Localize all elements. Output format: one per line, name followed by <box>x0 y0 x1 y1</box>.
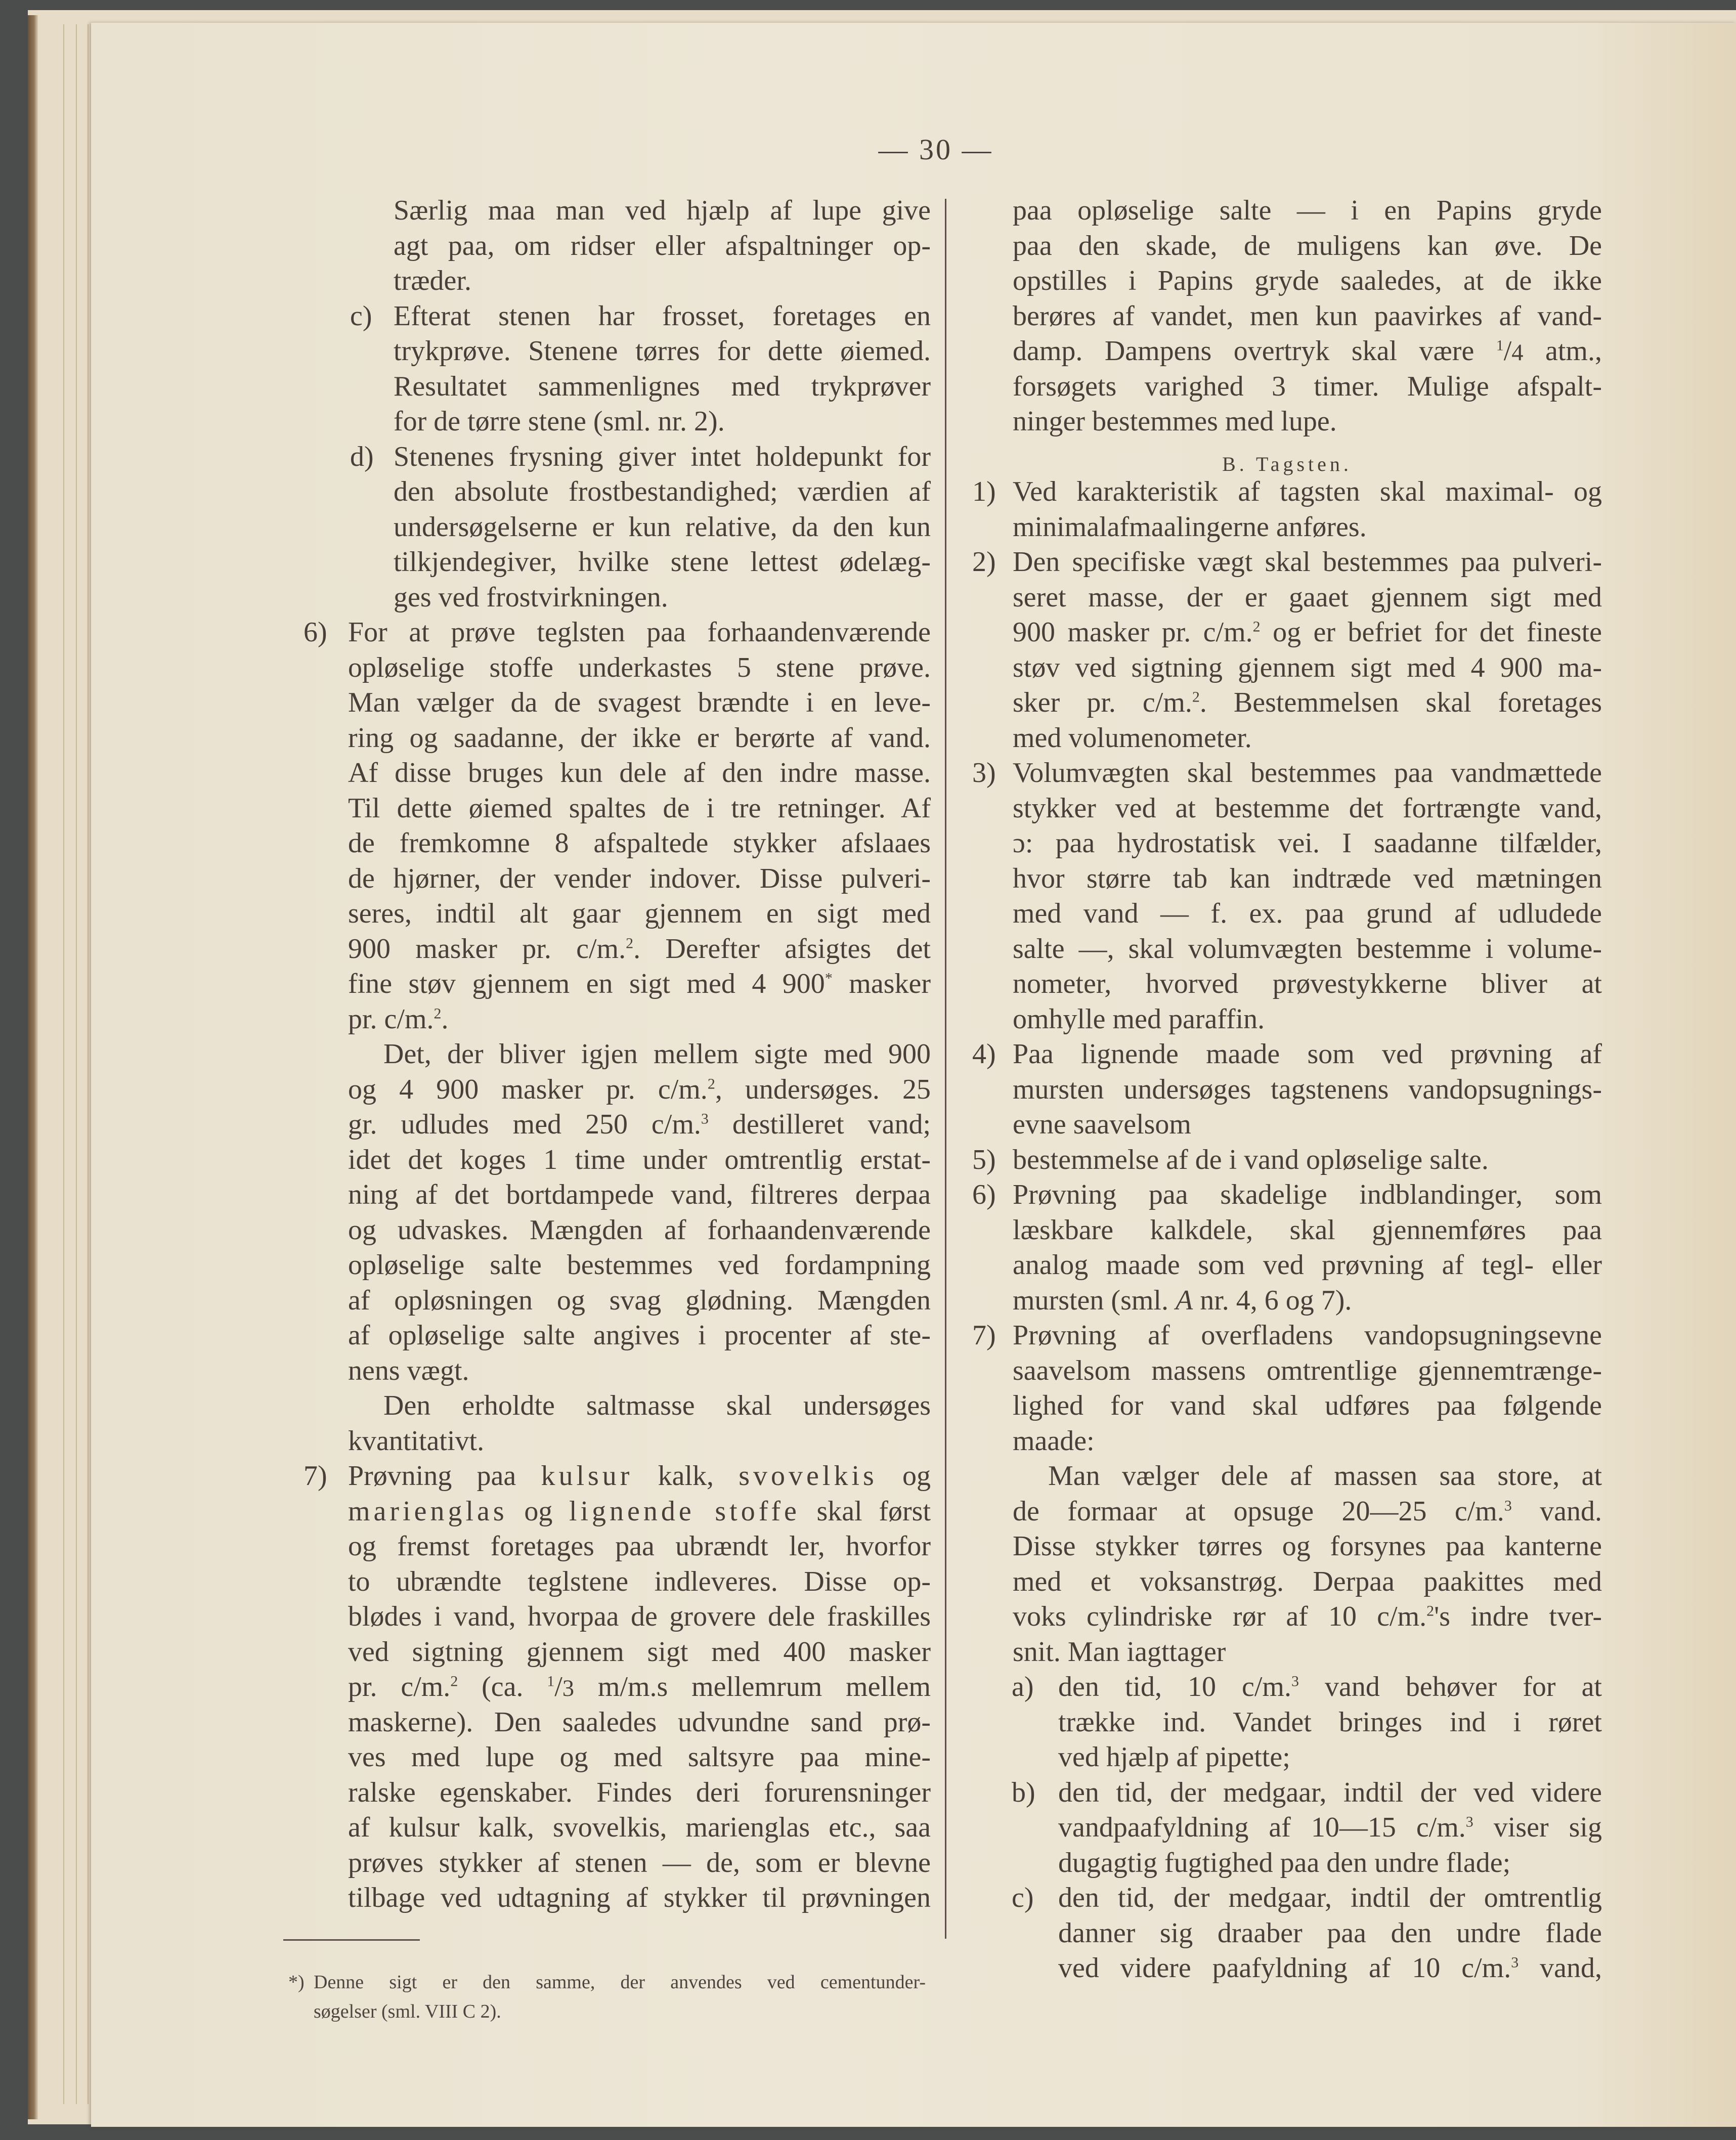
text-line <box>972 545 1602 580</box>
line-text: for de tørre stene (sml. nr. 2). <box>394 406 725 437</box>
list-marker: 4) <box>972 1038 996 1070</box>
text-line <box>303 1740 931 1775</box>
text-line <box>303 229 931 264</box>
text-line <box>303 440 931 475</box>
line-text: af opløselige salte angives i procenter af ste- <box>348 1320 931 1351</box>
text-line <box>303 1881 931 1916</box>
text-line <box>303 1810 931 1846</box>
text-line <box>303 1072 931 1108</box>
line-text: Paa lignende maade som ved prøvning af <box>1013 1038 1602 1070</box>
line-text: ninger bestemmes med lupe. <box>1013 406 1337 437</box>
line-text: analog maade som ved prøvning af tegl- eller <box>1013 1249 1602 1281</box>
line-text: 900 masker pr. c/m.$^2$. Derefter afsigtes det <box>348 933 931 965</box>
text-line <box>303 510 931 545</box>
list-marker: 2) <box>972 546 996 578</box>
text-line <box>303 967 931 1002</box>
text-line <box>303 1388 931 1424</box>
line-text: ved videre paafyldning af 10 c/m.$^3$ vand, <box>1058 1952 1602 1984</box>
text-line <box>972 404 1602 440</box>
text-line <box>972 826 1602 861</box>
line-text: med volumenometer. <box>1013 722 1252 754</box>
line-text: Af disse bruges kun dele af den indre masse. <box>348 757 931 789</box>
text-line <box>303 791 931 826</box>
text-line <box>303 1494 931 1530</box>
text-line <box>303 334 931 369</box>
text-line <box>303 756 931 791</box>
text-line <box>303 1177 931 1213</box>
line-text: den absolute frostbestandighed; værdien af <box>394 476 931 507</box>
footnote-separator <box>283 1939 420 1941</box>
line-text: 900 masker pr. c/m.$^2$ og er befriet for det fineste <box>1013 617 1602 648</box>
line-text: de formaar at opsuge 20—25 c/m.$^3$ vand. <box>1013 1495 1602 1527</box>
line-text: paa den skade, de muligens kan øve. De <box>1013 230 1602 261</box>
line-text: Til dette øiemed spaltes de i tre retninger. Af <box>348 792 931 824</box>
text-line <box>972 1424 1602 1459</box>
line-text: Prøvning af overfladens vandopsugningsevne <box>1013 1320 1602 1351</box>
list-marker: b) <box>1012 1776 1035 1808</box>
text-line <box>972 1283 1602 1319</box>
text-line <box>972 1318 1602 1353</box>
line-text: nometer, hvorved prøvestykkerne bliver at <box>1013 968 1602 999</box>
line-text: nens vægt. <box>348 1355 469 1386</box>
list-marker: 6) <box>303 617 327 648</box>
line-text: lighed for vand skal udføres paa følgende <box>1013 1390 1602 1421</box>
text-line <box>972 1107 1602 1143</box>
line-text: ɔ: paa hydrostatisk vei. I saadanne tilfælder, <box>1013 827 1602 859</box>
line-text: damp. Dampens overtryk skal være $^1$/4 atm., <box>1013 335 1602 367</box>
line-text: den tid, der medgaar, indtil der ved videre <box>1058 1776 1602 1808</box>
line-text: træder. <box>394 265 471 296</box>
text-line <box>303 1846 931 1881</box>
text-line <box>303 1459 931 1494</box>
text-line <box>303 545 931 580</box>
line-text: Den erholdte saltmasse skal undersøges <box>383 1390 931 1421</box>
line-text: bestemmelse af de i vand opløselige salte. <box>1013 1144 1489 1175</box>
text-line <box>303 1283 931 1319</box>
text-line <box>303 685 931 721</box>
text-line <box>972 369 1602 405</box>
right-column <box>972 193 1602 1986</box>
line-text: Ved karakteristik af tagsten skal maximal- og <box>1013 476 1602 507</box>
text-line <box>303 932 931 967</box>
line-text: snit. Man iagttager <box>1013 1636 1226 1668</box>
line-text: hvor større tab kan indtræde ved mætningen <box>1013 862 1602 894</box>
text-line <box>972 1459 1602 1494</box>
text-line <box>972 1951 1602 1986</box>
line-text: danner sig draaber paa den undre flade <box>1058 1917 1602 1949</box>
text-line <box>972 1213 1602 1248</box>
text-line <box>972 756 1602 791</box>
line-text: paa opløselige salte — i en Papins gryde <box>1013 195 1602 226</box>
line-text: opstilles i Papins gryde saaledes, at de ikke <box>1013 265 1602 296</box>
list-marker: 7) <box>972 1320 996 1351</box>
line-text: minimalafmaalingerne anføres. <box>1013 511 1367 543</box>
line-text: ved hjælp af pipette; <box>1058 1741 1290 1773</box>
line-text: Volumvægten skal bestemmes paa vandmættede <box>1013 757 1602 789</box>
text-line <box>972 1670 1602 1705</box>
text-line <box>972 510 1602 545</box>
text-line <box>972 334 1602 369</box>
line-text: forsøgets varighed 3 timer. Mulige afspalt- <box>1013 370 1602 402</box>
text-line <box>303 299 931 334</box>
line-text: opløselige salte bestemmes ved fordampning <box>348 1249 931 1281</box>
line-text: af opløsningen og svag glødning. Mængden <box>348 1284 931 1316</box>
line-text: ring og saadanne, der ikke er berørte af vand. <box>348 722 931 754</box>
text-line <box>303 721 931 756</box>
line-text: ralske egenskaber. Findes deri forurensninger <box>348 1776 931 1808</box>
line-text: Særlig maa man ved hjælp af lupe give <box>394 195 931 226</box>
text-line <box>972 1353 1602 1389</box>
line-text: den tid, 10 c/m.$^3$ vand behøver for at <box>1058 1671 1602 1702</box>
text-line <box>972 193 1602 229</box>
text-line <box>303 615 931 650</box>
line-text: blødes i vand, hvorpaa de grovere dele fraskilles <box>348 1601 931 1632</box>
footnote-line: Denne sigt er den samme, der anvendes ved cementunder- <box>314 1972 926 1993</box>
line-text: Resultatet sammenlignes med trykprøver <box>394 370 931 402</box>
text-line <box>972 1916 1602 1951</box>
list-marker: a) <box>1012 1671 1034 1702</box>
text-line <box>303 1529 931 1564</box>
text-line <box>972 1705 1602 1740</box>
line-text: kvantitativt. <box>348 1425 485 1457</box>
text-line <box>303 1775 931 1811</box>
text-line <box>972 580 1602 616</box>
line-text: tilbage ved udtagning af stykker til prøvningen <box>348 1882 931 1913</box>
text-line <box>972 1072 1602 1108</box>
list-marker: 1) <box>972 476 996 507</box>
left-column <box>303 193 931 1916</box>
line-text: undersøgelserne er kun relative, da den kun <box>394 511 931 543</box>
text-line <box>303 404 931 440</box>
line-text: gr. udludes med 250 c/m.$^3$ destilleret vand; <box>348 1109 931 1140</box>
line-text: Det, der bliver igjen mellem sigte med 900 <box>383 1038 931 1070</box>
line-text: af kulsur kalk, svovelkis, marienglas etc., saa <box>348 1812 931 1843</box>
line-text: saavelsom massens omtrentlige gjennemtrænge- <box>1013 1355 1602 1386</box>
line-text: de fremkomne 8 afspaltede stykker afslaaes <box>348 827 931 859</box>
line-text: mursten undersøges tagstenens vandopsugnings- <box>1013 1073 1602 1105</box>
text-line <box>972 1002 1602 1037</box>
text-line <box>972 1740 1602 1775</box>
line-text: ning af det bortdampede vand, filtreres derpaa <box>348 1179 931 1210</box>
text-line <box>303 580 931 616</box>
line-text: maskerne). Den saaledes udvundne sand prø- <box>348 1706 931 1738</box>
list-marker: d) <box>350 441 374 472</box>
line-text: idet det koges 1 time under omtrentlig erstat- <box>348 1144 931 1175</box>
line-text: omhylle med paraffin. <box>1013 1003 1265 1035</box>
text-line <box>972 1810 1602 1846</box>
text-line <box>972 861 1602 897</box>
line-text: Stenenes frysning giver intet holdepunkt for <box>394 441 931 472</box>
text-line <box>303 1037 931 1072</box>
text-line <box>972 1635 1602 1670</box>
list-marker: 7) <box>303 1460 327 1492</box>
text-line <box>972 474 1602 510</box>
text-line <box>303 1318 931 1353</box>
line-text: seret masse, der er gaaet gjennem sigt med <box>1013 581 1602 613</box>
text-line <box>972 1143 1602 1178</box>
line-text: mursten (sml. A nr. 4, 6 og 7). <box>1013 1284 1352 1316</box>
text-line <box>303 369 931 405</box>
line-text: For at prøve teglsten paa forhaandenværende <box>348 617 931 648</box>
text-line <box>972 1846 1602 1881</box>
line-text: voks cylindriske rør af 10 c/m.$^2$'s indre tver- <box>1013 1601 1602 1632</box>
list-marker: c) <box>1012 1882 1034 1913</box>
line-text: støv ved sigtning gjennem sigt med 4 900 ma- <box>1013 651 1602 683</box>
line-text: agt paa, om ridser eller afspaltninger op- <box>394 230 931 261</box>
line-text: prøves stykker af stenen — de, som er blevne <box>348 1847 931 1879</box>
line-text: de hjørner, der vender indover. Disse pulveri- <box>348 862 931 894</box>
line-text: fine støv gjennem en sigt med 4 900* masker <box>348 968 931 999</box>
footnote <box>288 1968 926 2026</box>
column-divider <box>945 199 946 1939</box>
line-text: trykprøve. Stenene tørres for dette øiemed. <box>394 335 931 367</box>
text-line <box>303 474 931 510</box>
text-line <box>972 1564 1602 1600</box>
text-line <box>303 264 931 299</box>
line-text: med et voksanstrøg. Derpaa paakittes med <box>1013 1565 1602 1597</box>
line-text: den tid, der medgaar, indtil der omtrentlig <box>1058 1882 1602 1913</box>
line-text: Man vælger dele af massen saa store, at <box>1048 1460 1602 1492</box>
text-line <box>303 1002 931 1037</box>
text-line <box>303 1635 931 1670</box>
line-text: Prøvning paa skadelige indblandinger, som <box>1013 1179 1602 1210</box>
text-line <box>303 896 931 932</box>
line-text: med vand — f. ex. paa grund af udludede <box>1013 898 1602 929</box>
page-number: — 30 — <box>878 133 993 166</box>
text-line <box>972 1599 1602 1635</box>
line-text: ved sigtning gjennem sigt med 400 masker <box>348 1636 931 1668</box>
text-line <box>972 299 1602 334</box>
text-line <box>303 1670 931 1705</box>
text-line <box>972 896 1602 932</box>
text-line <box>303 1705 931 1740</box>
line-text: to ubrændte teglstene indleveres. Disse op- <box>348 1565 931 1597</box>
text-line <box>972 1248 1602 1283</box>
text-line <box>303 650 931 686</box>
text-line <box>303 1599 931 1635</box>
line-text: stykker ved at bestemme det fortrængte vand, <box>1013 792 1602 824</box>
text-line <box>303 1564 931 1600</box>
text-line <box>303 1143 931 1178</box>
text-line <box>972 1494 1602 1530</box>
text-line <box>972 1881 1602 1916</box>
text-line <box>303 1248 931 1283</box>
line-text: læskbare kalkdele, skal gjennemføres paa <box>1013 1214 1602 1246</box>
line-text: dugagtig fugtighed paa den undre flade; <box>1058 1847 1511 1879</box>
text-line <box>972 685 1602 721</box>
text-line <box>303 1213 931 1248</box>
text-line <box>972 650 1602 686</box>
line-text: og udvaskes. Mængden af forhaandenværende <box>348 1214 931 1246</box>
line-text: evne saavelsom <box>1013 1109 1191 1140</box>
text-line <box>303 861 931 897</box>
text-line <box>303 1353 931 1389</box>
line-text: Disse stykker tørres og forsynes paa kanterne <box>1013 1531 1602 1562</box>
line-text: trække ind. Vandet bringes ind i røret <box>1058 1706 1602 1738</box>
line-text: Efterat stenen har frosset, foretages en <box>394 300 931 332</box>
text-line <box>303 1107 931 1143</box>
text-line <box>972 1775 1602 1811</box>
line-text: vandpaafyldning af 10—15 c/m.$^3$ viser sig <box>1058 1812 1602 1843</box>
line-text: pr. c/m.$^2$ (ca. $^1$/3 m/m.s mellemrum mellem <box>348 1671 931 1702</box>
line-text: ves med lupe og med saltsyre paa mine- <box>348 1741 931 1773</box>
text-line <box>303 193 931 229</box>
text-line <box>972 1037 1602 1072</box>
text-line <box>972 1529 1602 1564</box>
line-text: Den specifiske vægt skal bestemmes paa pulveri- <box>1013 546 1602 578</box>
list-marker: 5) <box>972 1144 996 1175</box>
text-line <box>972 229 1602 264</box>
line-text: maade: <box>1013 1425 1095 1457</box>
line-text: salte —, skal volumvægten bestemme i volume- <box>1013 933 1602 965</box>
text-line <box>303 1424 931 1459</box>
text-line <box>972 615 1602 650</box>
text-line <box>303 826 931 861</box>
line-text: marienglas og lignende stoffe skal først <box>348 1495 931 1527</box>
list-marker: 6) <box>972 1179 996 1210</box>
text-line <box>972 932 1602 967</box>
text-line <box>972 967 1602 1002</box>
text-line <box>972 1388 1602 1424</box>
line-text: Prøvning paa kulsur kalk, svovelkis og <box>348 1460 931 1492</box>
line-text: og fremst foretages paa ubrændt ler, hvorfor <box>348 1531 931 1562</box>
text-line <box>972 721 1602 756</box>
text-line <box>972 264 1602 299</box>
line-text: sker pr. c/m.$^2$. Bestemmelsen skal foretages <box>1013 687 1602 718</box>
footnote-line: søgelser (sml. VIII C 2). <box>314 2001 501 2022</box>
line-text: og 4 900 masker pr. c/m.$^2$, undersøges. 25 <box>348 1073 931 1105</box>
line-text: pr. c/m.$^2$. <box>348 1003 449 1035</box>
text-line <box>972 1177 1602 1213</box>
line-text: ges ved frostvirkningen. <box>394 581 668 613</box>
line-text: seres, indtil alt gaar gjennem en sigt med <box>348 898 931 929</box>
footnote-marker: *) <box>288 1972 305 1993</box>
list-marker: c) <box>350 300 372 332</box>
line-text: Man vælger da de svagest brændte i en leve- <box>348 687 931 718</box>
text-line <box>972 791 1602 826</box>
list-marker: 3) <box>972 757 996 789</box>
line-text: tilkjendegiver, hvilke stene lettest ødelæg- <box>394 546 931 578</box>
line-text: berøres af vandet, men kun paavirkes af vand- <box>1013 300 1602 332</box>
line-text: opløselige stoffe underkastes 5 stene prøve. <box>348 651 931 683</box>
section-heading: B. Tagsten. <box>1222 452 1352 475</box>
